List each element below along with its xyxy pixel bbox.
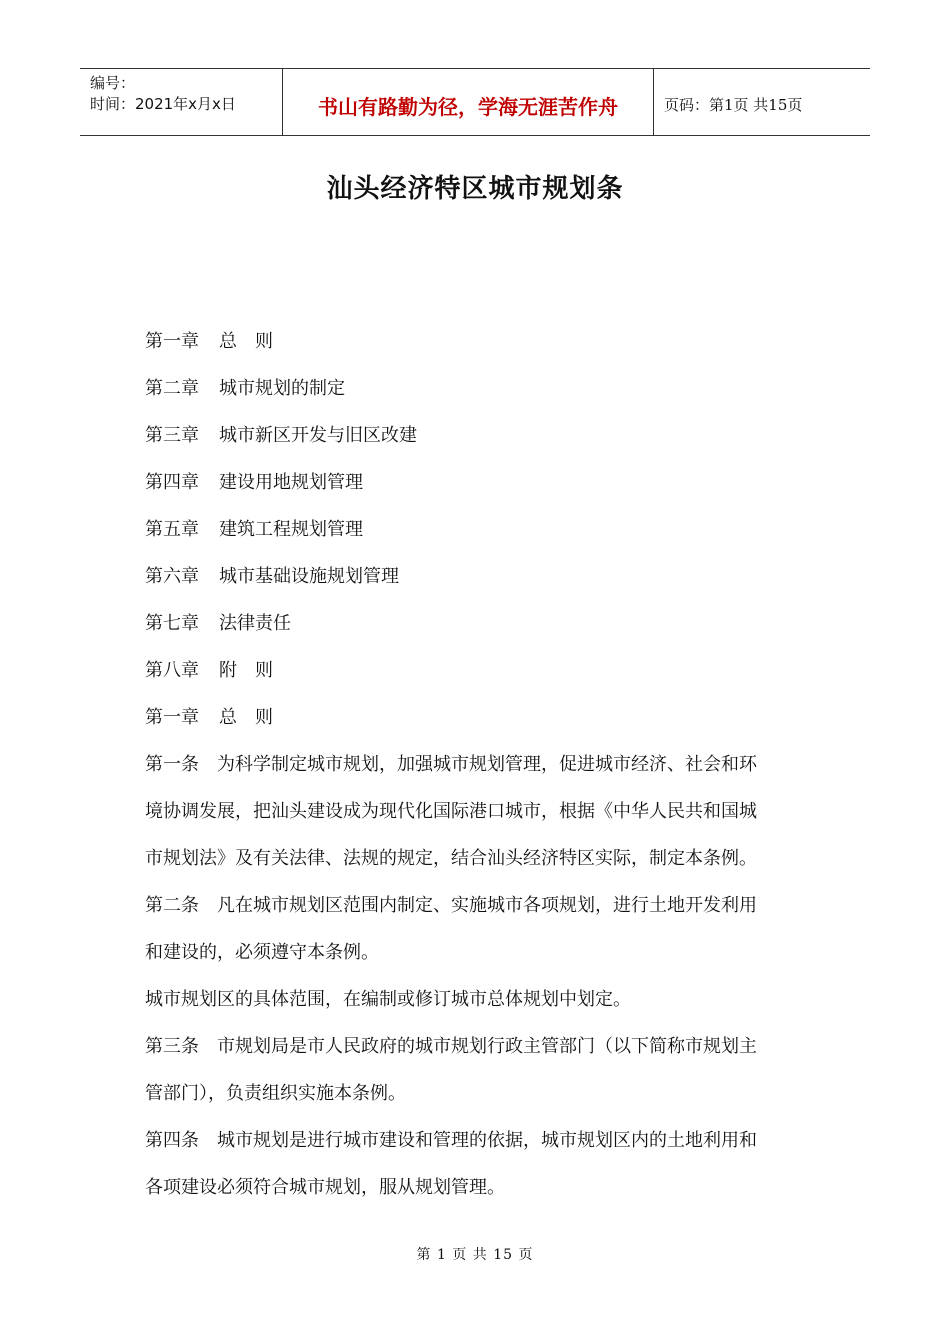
document-body bbox=[145, 318, 815, 1211]
document-title: 汕头经济特区城市规划条 bbox=[326, 174, 624, 204]
body-line: 第二条 凡在城市规划区范围内制定、实施城市各项规划，进行土地开发利用 bbox=[145, 895, 757, 916]
toc-item: 第六章 城市基础设施规划管理 bbox=[145, 566, 399, 587]
body-line: 各项建设必须符合城市规划，服从规划管理。 bbox=[145, 1177, 505, 1198]
body-line: 境协调发展，把汕头建设成为现代化国际港口城市，根据《中华人民共和国城 bbox=[145, 801, 757, 822]
body-line: 管部门），负责组织实施本条例。 bbox=[145, 1083, 406, 1104]
page-footer: 第 1 页 共 15 页 bbox=[416, 1247, 534, 1263]
page-header bbox=[80, 68, 870, 136]
toc-item: 第八章 附 则 bbox=[145, 660, 273, 681]
time-label: 时间：2021年x月x日 bbox=[90, 95, 236, 113]
header-motto: 书山有路勤为径，学海无涯苦作舟 bbox=[282, 69, 654, 135]
header-meta bbox=[80, 69, 282, 135]
chapter-heading: 第一章 总 则 bbox=[145, 707, 273, 728]
toc-item: 第五章 建筑工程规划管理 bbox=[145, 519, 363, 540]
body-line: 第三条 市规划局是市人民政府的城市规划行政主管部门（以下简称市规划主 bbox=[145, 1036, 757, 1057]
body-line: 第一条 为科学制定城市规划，加强城市规划管理，促进城市经济、社会和环 bbox=[145, 754, 757, 775]
body-line: 第四条 城市规划是进行城市建设和管理的依据，城市规划区内的土地利用和 bbox=[145, 1130, 757, 1151]
toc-item: 第三章 城市新区开发与旧区改建 bbox=[145, 425, 417, 446]
body-line: 和建设的，必须遵守本条例。 bbox=[145, 942, 379, 963]
body-line: 城市规划区的具体范围，在编制或修订城市总体规划中划定。 bbox=[145, 989, 631, 1010]
toc-item: 第七章 法律责任 bbox=[145, 613, 291, 634]
toc-item: 第二章 城市规划的制定 bbox=[145, 378, 345, 399]
header-page-info: 页码：第1页 共15页 bbox=[664, 95, 803, 114]
serial-label: 编号： bbox=[90, 74, 136, 92]
body-line: 市规划法》及有关法律、法规的规定，结合汕头经济特区实际，制定本条例。 bbox=[145, 848, 757, 869]
toc-item: 第四章 建设用地规划管理 bbox=[145, 472, 363, 493]
toc-item: 第一章 总 则 bbox=[145, 331, 273, 352]
